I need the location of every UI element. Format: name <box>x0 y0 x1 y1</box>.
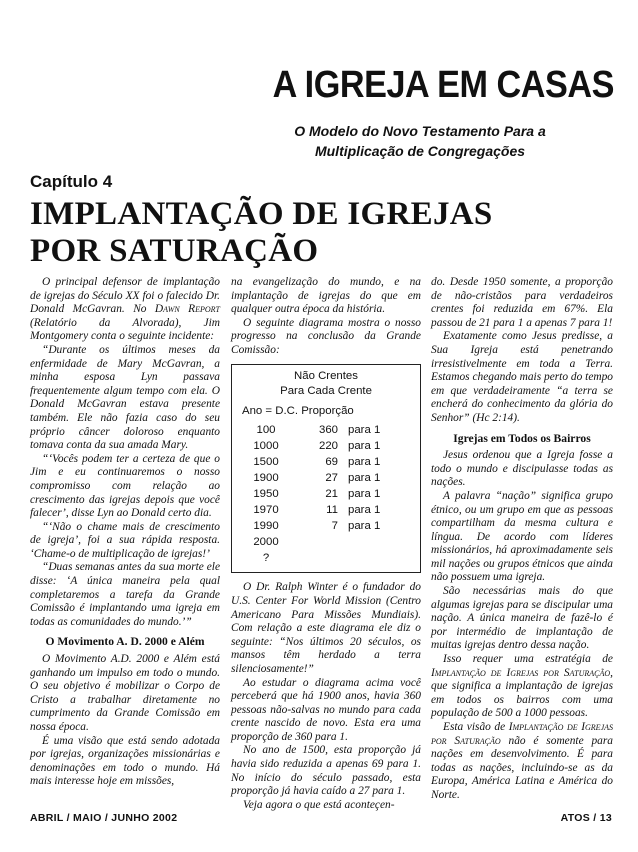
column-2 <box>231 276 421 812</box>
paragraph: O principal defensor de implantação de igrejas do Século XX foi o falecido Dr. Donald McGavran. No Dawn Report (Relatório da Alvorada), Jim Montgomery conta o seguinte incidente: <box>30 276 221 343</box>
paragraph: O Movimento A.D. 2000 e Além está ganhando um impulso em todo o mundo. O seu objetivo é mobilizar o Corpo de Cristo a trabalhar diretamente no cumprimento da Grande Comissão em nossa época. <box>30 653 220 733</box>
ratio-number <box>286 550 348 566</box>
column-1 <box>30 276 220 789</box>
paragraph: O Dr. Ralph Winter é o fundador do U.S. Center For World Mission (Centro Americano Para Missões Mundiais). Com relação a este diagrama ele diz o seguinte: “Nos últimos 20 séculos, os mansos têm herdado a terra silenciosamente!” <box>231 581 421 675</box>
ratio-year: 1970 <box>253 503 279 516</box>
ratio-unit <box>348 534 398 550</box>
paragraph: Esta visão de Implantação de Igrejas por Saturação não é somente para nações em desenvolvimento. É para todas as nações, incluindo-se as da Europa, América Latina e América do Norte. <box>431 721 614 801</box>
paragraph: “‘Não o chame mais de crescimento de igreja’, foi a sua rápida resposta. ‘Chame-o de multiplicação de igrejas!’ <box>30 520 220 560</box>
ratio-row <box>246 486 398 502</box>
paragraph: do. Desde 1950 somente, a proporção de não-cristãos para verdadeiros crentes foi reduzida em 67%. Ela passou de 21 para 1 a apenas 7 para 1! <box>431 276 613 329</box>
article-title <box>30 196 620 270</box>
paragraph: São necessárias mais do que algumas igrejas para se discipular uma nação. A única maneira de fazê-lo é por intermédio de implantação de muitas igrejas dentro dessa nação. <box>431 585 613 652</box>
title-line-2: POR SATURAÇÃO <box>30 233 319 269</box>
paragraph: “‘Vocês podem ter a certeza de que o Jim e eu continuaremos o nosso compromisso com relação ao crescimento das igrejas depois que você falecer’, disse Lyn ao Donald certo dia. <box>30 452 220 520</box>
ratio-number: 360 <box>318 423 338 436</box>
small-caps-term: Implantação de Igrejas por Saturação <box>431 721 614 747</box>
footer-page-number: ATOS / 13 <box>560 812 612 824</box>
paragraph: No ano de 1500, esta proporção já havia sido reduzida a apenas 69 para 1. No início do século passado, esta proporção já havia caído a 27 para 1. <box>231 744 421 798</box>
ratio-year: 1990 <box>253 519 279 532</box>
paragraph: O seguinte diagrama mostra o nosso progresso na conclusão da Grande Comissão: <box>231 316 421 356</box>
paragraph: A palavra “nação” significa grupo étnico, ou um grupo em que as pessoas compartilham da mesma cultura e língua. De acordo com líderes missionários, há aproximadamente seis mil nações ou grupos étnicos que ainda não possuem uma igreja. <box>431 489 613 584</box>
ratio-number: 11 <box>326 503 338 516</box>
section-heading: O Movimento A. D. 2000 e Além <box>45 635 205 649</box>
masthead: A IGREJA EM CASAS <box>272 64 614 106</box>
ratio-number: 69 <box>325 455 338 468</box>
paragraph: É uma visão que está sendo adotada por igrejas, organizações missionárias e denominações em todo o mundo. Há mais interesse hoje em missões, <box>30 734 220 788</box>
paragraph: “Durante os últimos meses da enfermidade de Mary McGavran, a minha esposa Lyn passava frequentemente algum tempo com ela. O Donald McGavran estava presente também. Ele não fazia caso do seu próprio câncer doloroso enquanto tomava conta da sua amada Mary. <box>30 343 220 452</box>
ratio-row <box>246 534 398 550</box>
ratio-unit: para 1 <box>348 455 381 468</box>
paragraph: “Duas semanas antes da sua morte ele disse: ‘A única maneira pela qual completaremos a tarefa da Grande Comissão é implantando uma igreja em todas as comunidades do mundo.’” <box>30 561 220 628</box>
ratio-year: ? <box>262 551 270 564</box>
ratio-year: 1500 <box>253 455 279 468</box>
ratio-unit: para 1 <box>348 439 381 452</box>
paragraph: Veja agora o que está aconteçen- <box>243 798 395 811</box>
diagram-heading-2: Para Cada Crente <box>280 385 372 398</box>
chapter-label: Capítulo 4 <box>30 172 113 191</box>
ratio-row <box>246 518 398 534</box>
ratio-row <box>246 470 398 486</box>
masthead-subtitle <box>230 121 610 161</box>
ratio-year: 1000 <box>253 439 279 452</box>
ratio-number: 7 <box>331 519 338 532</box>
diagram-heading-1: Não Crentes <box>294 369 358 382</box>
ratio-number: 21 <box>325 487 338 500</box>
ratio-unit: para 1 <box>348 487 381 500</box>
ratio-unit: para 1 <box>348 503 381 516</box>
ratio-number: 220 <box>318 439 338 452</box>
ratio-row <box>246 550 398 566</box>
ratio-year: 1900 <box>253 471 279 484</box>
diagram-column-header: Ano = D.C. Proporção <box>242 404 354 417</box>
ratio-row <box>246 422 398 438</box>
ratio-unit: para 1 <box>348 471 381 484</box>
ratio-table <box>246 422 398 566</box>
paragraph: Ao estudar o diagrama acima você perceberá que há 1900 anos, havia 360 pessoas não-salvas no mundo para cada crente nascido de novo. Esta era uma proporção de 360 para 1. <box>231 676 421 743</box>
paragraph: na evangelização do mundo, e na implantação de igrejas do que em qualquer outra época da história. <box>231 276 421 316</box>
paragraph: Isso requer uma estratégia de Implantação de Igrejas por Saturação, que significa a implantação de igrejas em todos os bairros com uma população de 500 a 1000 pessoas. <box>431 653 613 720</box>
column-3 <box>431 276 613 803</box>
ratio-number: 27 <box>325 471 338 484</box>
ratio-year: 2000 <box>253 535 279 548</box>
ratio-row <box>246 502 398 518</box>
paragraph: Jesus ordenou que a Igreja fosse a todo o mundo e discipulasse todas as nações. <box>431 449 613 489</box>
ratio-row <box>246 454 398 470</box>
ratio-year: 100 <box>256 423 276 436</box>
title-line-1: IMPLANTAÇÃO DE IGREJAS <box>30 196 493 232</box>
section-heading: Igrejas em Todos os Bairros <box>453 431 591 445</box>
ratio-unit: para 1 <box>348 423 381 436</box>
publication-name: Dawn Report <box>154 303 221 316</box>
ratio-year: 1950 <box>253 487 279 500</box>
ratio-unit: para 1 <box>348 519 381 532</box>
footer-issue-date: ABRIL / MAIO / JUNHO 2002 <box>30 812 178 824</box>
ratio-number <box>286 534 348 550</box>
ratio-unit <box>348 550 398 566</box>
paragraph: Exatamente como Jesus predisse, a Sua Igreja está penetrando irresistivelmente em toda a Terra. Estamos chegando mais perto do tempo em que verdadeiramente “a terra se encherá do conhecimento da glória do Senhor” (Hc 2:14). <box>431 330 613 424</box>
small-caps-term: Implantação de Igrejas por Saturação <box>431 666 611 679</box>
subtitle-line-2: Multiplicação de Congregações <box>314 143 526 159</box>
subtitle-line-1: O Modelo do Novo Testamento Para a <box>294 123 546 139</box>
ratio-row <box>246 438 398 454</box>
ratio-diagram <box>231 364 421 574</box>
